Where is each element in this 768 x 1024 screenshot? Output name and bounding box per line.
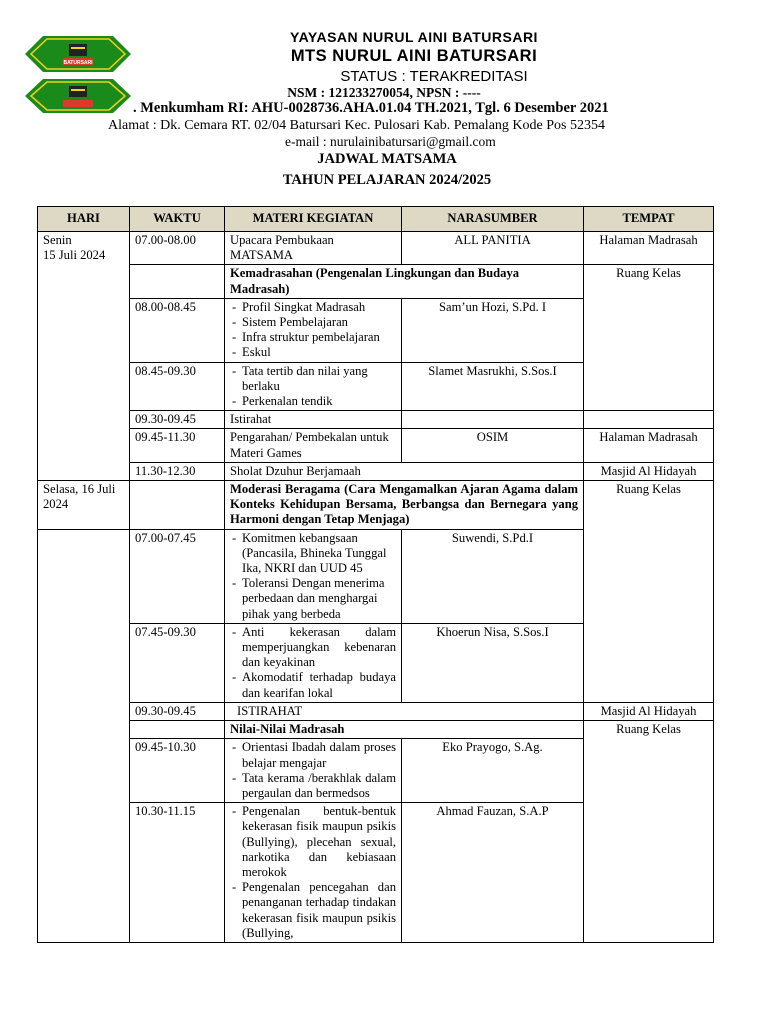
header-tempat: TEMPAT (584, 207, 714, 232)
time-cell: 07.45-09.30 (130, 623, 225, 702)
speaker-cell: Suwendi, S.Pd.I (402, 529, 584, 623)
activity-item: - Toleransi Dengan menerima perbedaan dan menghargai pihak yang berbeda (230, 576, 396, 622)
speaker-cell: Eko Prayogo, S.Ag. (402, 739, 584, 803)
activity-cell (225, 298, 402, 362)
table-row (38, 411, 714, 429)
activity-cell (225, 803, 402, 943)
speaker-cell: Slamet Masrukhi, S.Sos.I (402, 362, 584, 411)
time-cell: 09.45-10.30 (130, 739, 225, 803)
section-heading: Kemadrasahan (Pengenalan Lingkungan dan Budaya Madrasah) (225, 265, 584, 298)
time-cell: 07.00-07.45 (130, 529, 225, 623)
activity-cell (225, 362, 402, 411)
place-cell: Masjid Al Hidayah (584, 462, 714, 480)
place-cell: Ruang Kelas (584, 721, 714, 943)
time-cell: 10.30-11.15 (130, 803, 225, 943)
activity-item: - Profil Singkat Madrasah (230, 300, 396, 315)
activity-cell: ISTIRAHAT (225, 702, 584, 720)
table-row (38, 232, 714, 265)
place-cell: Masjid Al Hidayah (584, 702, 714, 720)
table-row (38, 265, 714, 298)
activity-cell: Istirahat (225, 411, 402, 429)
section-heading: Moderasi Beragama (Cara Mengamalkan Ajaran Agama dalam Konteks Kehidupan Bersama, Berbangsa dan Bernegara yang Harmoni dengan Tetap Menjaga) (225, 481, 584, 530)
header-narasumber: NARASUMBER (402, 207, 584, 232)
time-cell: 08.00-08.45 (130, 298, 225, 362)
speaker-cell (402, 411, 584, 429)
activity-item: - Infra struktur pembelajaran (230, 330, 396, 345)
place-cell: Halaman Madrasah (584, 429, 714, 462)
header-waktu: WAKTU (130, 207, 225, 232)
time-cell: 11.30-12.30 (130, 462, 225, 480)
table-row (38, 429, 714, 462)
activity-item: - Orientasi Ibadah dalam proses belajar mengajar (230, 740, 396, 770)
time-cell (130, 481, 225, 530)
speaker-cell: Khoerun Nisa, S.Sos.I (402, 623, 584, 702)
table-header-row (38, 207, 714, 232)
activity-item: - Akomodatif terhadap budaya dan kearifan lokal (230, 670, 396, 700)
day-continued (38, 529, 130, 942)
time-cell: 08.45-09.30 (130, 362, 225, 411)
table-row (38, 702, 714, 720)
activity-item: - Anti kekerasan dalam memperjuangkan kebenaran dan keyakinan (230, 625, 396, 671)
activity-item: - Pengenalan bentuk-bentuk kekerasan fisik maupun psikis (Bullying), plecehan sexual, narkotika dan kebiasaan merokok (230, 804, 396, 880)
legal-decree: . Menkumham RI: AHU-0028736.AHA.01.04 TH.2021, Tgl. 6 Desember 2021 (133, 100, 609, 116)
accreditation-status: STATUS : TERAKREDITASI (340, 68, 528, 85)
activity-item: - Komitmen kebangsaan (Pancasila, Bhineka Tunggal Ika, NKRI dan UUD 45 (230, 531, 396, 577)
place-cell: Halaman Madrasah (584, 232, 714, 265)
activity-item: - Sistem Pembelajaran (230, 315, 396, 330)
document-subtitle: TAHUN PELAJARAN 2024/2025 (282, 172, 492, 188)
document-title: JADWAL MATSAMA (317, 151, 457, 167)
time-cell: 07.00-08.00 (130, 232, 225, 265)
activity-item: - Perkenalan tendik (230, 394, 396, 409)
time-cell (130, 265, 225, 298)
day-monday: Senin 15 Juli 2024 (38, 232, 130, 481)
letterhead (0, 0, 768, 150)
activity-item: - Tata kerama /berakhlak dalam pergaulan dan bermedsos (230, 771, 396, 801)
header-hari: HARI (38, 207, 130, 232)
nsm-npsn: NSM : 121233270054, NPSN : ---- (287, 85, 481, 100)
svg-text:BATURSARI: BATURSARI (63, 60, 93, 66)
speaker-cell: Sam’un Hozi, S.Pd. I (402, 298, 584, 362)
activity-cell: Sholat Dzuhur Berjamaah (225, 462, 584, 480)
address: Alamat : Dk. Cemara RT. 02/04 Batursari Kec. Pulosari Kab. Pemalang Kode Pos 52354 (108, 118, 605, 133)
place-cell (584, 411, 714, 429)
foundation-name: YAYASAN NURUL AINI BATURSARI (290, 29, 538, 45)
day-tuesday: Selasa, 16 Juli 2024 (38, 481, 130, 530)
table-row (38, 462, 714, 480)
time-cell: 09.30-09.45 (130, 702, 225, 720)
time-cell: 09.45-11.30 (130, 429, 225, 462)
speaker-cell: Ahmad Fauzan, S.A.P (402, 803, 584, 943)
activity-cell (225, 529, 402, 623)
speaker-cell: ALL PANITIA (402, 232, 584, 265)
time-cell (130, 721, 225, 739)
table-row (38, 481, 714, 530)
activity-item: - Tata tertib dan nilai yang berlaku (230, 364, 396, 394)
schedule-table (37, 206, 714, 943)
table-row (38, 721, 714, 739)
email: e-mail : nurulainibatursari@gmail.com (285, 134, 496, 149)
activity-cell: Upacara Pembukaan MATSAMA (225, 232, 402, 265)
activity-cell (225, 623, 402, 702)
activity-cell (225, 739, 402, 803)
section-heading: Nilai-Nilai Madrasah (225, 721, 584, 739)
header-materi: MATERI KEGIATAN (225, 207, 402, 232)
activity-item: - Pengenalan pencegahan dan penanganan terhadap tindakan kekerasan fisik maupun psikis (Bullying, (230, 880, 396, 941)
place-cell: Ruang Kelas (584, 481, 714, 703)
activity-item: - Eskul (230, 345, 396, 360)
time-cell: 09.30-09.45 (130, 411, 225, 429)
school-name: MTS NURUL AINI BATURSARI (290, 47, 538, 65)
speaker-cell: OSIM (402, 429, 584, 462)
activity-cell: Pengarahan/ Pembekalan untuk Materi Games (225, 429, 402, 462)
place-cell: Ruang Kelas (584, 265, 714, 411)
